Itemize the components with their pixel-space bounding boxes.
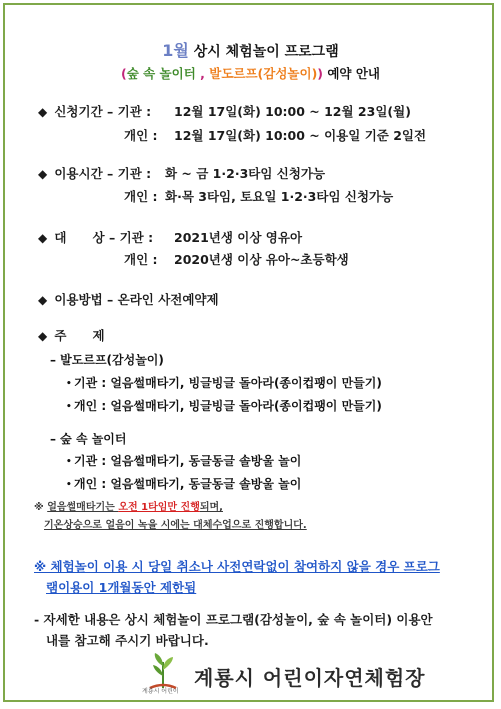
- penalty-notice-line1: ※ 체험놀이 이용 시 당일 취소나 사전연락없이 참여하지 않을 경우 프로그: [34, 559, 440, 574]
- theme-forest-personal: [66, 475, 301, 492]
- detail-line1: - 자세한 내용은 상시 체험놀이 프로그램(감성놀이, 숲 속 놀이터) 이용안: [34, 612, 433, 627]
- subtitle-open: (: [120, 66, 127, 81]
- subtitle-comma: ,: [195, 66, 210, 81]
- note-part2: 되며,: [199, 502, 223, 513]
- use-time-personal-label: 개인 :: [124, 189, 158, 204]
- penalty-notice-line2: 램이용이 1개월동안 제한됨: [46, 580, 197, 595]
- logo-small-text: 계룡시 어린이: [142, 688, 179, 695]
- theme-forest-personal-text: 개인 : 얼음썰매타기, 동글동글 솔방울 놀이: [74, 477, 302, 491]
- page-subtitle: [0, 64, 501, 82]
- theme-bal-personal: [66, 397, 382, 414]
- ice-note-line1: [34, 498, 223, 513]
- theme-bal-org: [66, 374, 382, 391]
- diamond-icon: ◆: [38, 167, 48, 181]
- diamond-icon: ◆: [38, 231, 48, 245]
- method-label: 이용방법 – 온라인 사전예약제: [54, 292, 219, 307]
- subtitle-close: ): [317, 66, 323, 81]
- theme-bal-title: – 발도르프(감성놀이): [50, 353, 164, 367]
- theme-bal-org-text: 기관 : 얼음썰매타기, 빙글빙글 돌아라(종이컵팽이 만들기): [74, 376, 382, 390]
- subtitle-rest: 예약 안내: [323, 66, 381, 81]
- subtitle-forest: 숲 속 놀이터: [126, 66, 196, 81]
- use-time-row: [38, 164, 151, 182]
- target-org: 2021년생 이상 영유아: [174, 230, 303, 245]
- bullet-icon: •: [66, 457, 72, 467]
- apply-period-label: 신청기간 – 기관 :: [54, 104, 152, 119]
- use-time-personal: 화·목 3타임, 토요일 1·2·3타임 신청가능: [165, 189, 394, 204]
- bullet-icon: •: [66, 480, 72, 490]
- logo-text: 계룡시 어린이자연체험장: [194, 666, 426, 690]
- theme-bal-personal-text: 개인 : 얼음썰매타기, 빙글빙글 돌아라(종이컵팽이 만들기): [74, 399, 382, 413]
- apply-period-org: 12월 17일(화) 10:00 ~ 12월 23일(월): [174, 104, 411, 119]
- diamond-icon: ◆: [38, 329, 48, 343]
- target-row: [38, 228, 153, 246]
- theme-forest-org-text: 기관 : 얼음썰매타기, 동글동글 솔방울 놀이: [74, 454, 302, 468]
- theme-forest-title: – 숲 속 놀이터: [50, 432, 127, 446]
- bullet-icon: •: [66, 402, 72, 412]
- ice-note-line2: 기온상승으로 얼음이 녹을 시에는 대체수업으로 진행합니다.: [44, 520, 307, 531]
- sprout-icon: [146, 652, 180, 690]
- subtitle-bal: 발도르프(감성놀이): [209, 66, 318, 81]
- theme-forest-org: [66, 452, 301, 469]
- theme-row: [38, 326, 105, 344]
- detail-line2: 내를 참고해 주시기 바랍니다.: [46, 633, 209, 648]
- diamond-icon: ◆: [38, 293, 48, 307]
- use-time-label: 이용시간 – 기관 :: [54, 166, 152, 181]
- theme-label: 주 제: [54, 328, 105, 343]
- note-red: 오전 1타임만 진행: [118, 502, 200, 513]
- page-title: [0, 38, 501, 61]
- method-row: [38, 290, 219, 308]
- target-personal: 2020년생 이상 유아~초등학생: [174, 252, 349, 267]
- target-label: 대 상 – 기관 :: [54, 230, 154, 245]
- apply-period-row: [38, 102, 151, 120]
- title-text: 상시 체험놀이 프로그램: [188, 44, 339, 60]
- apply-period-personal: 12월 17일(화) 10:00 ~ 이용일 기준 2일전: [174, 128, 427, 143]
- title-month: 1월: [162, 41, 189, 60]
- use-time-org: 화 ~ 금 1·2·3타임 신청가능: [165, 166, 326, 181]
- note-part1: 얼음썰매타기는: [47, 502, 119, 513]
- diamond-icon: ◆: [38, 105, 48, 119]
- bullet-icon: •: [66, 379, 72, 389]
- note-mark: ※: [34, 502, 48, 513]
- target-personal-label: 개인 :: [124, 252, 158, 267]
- apply-period-personal-label: 개인 :: [124, 128, 158, 143]
